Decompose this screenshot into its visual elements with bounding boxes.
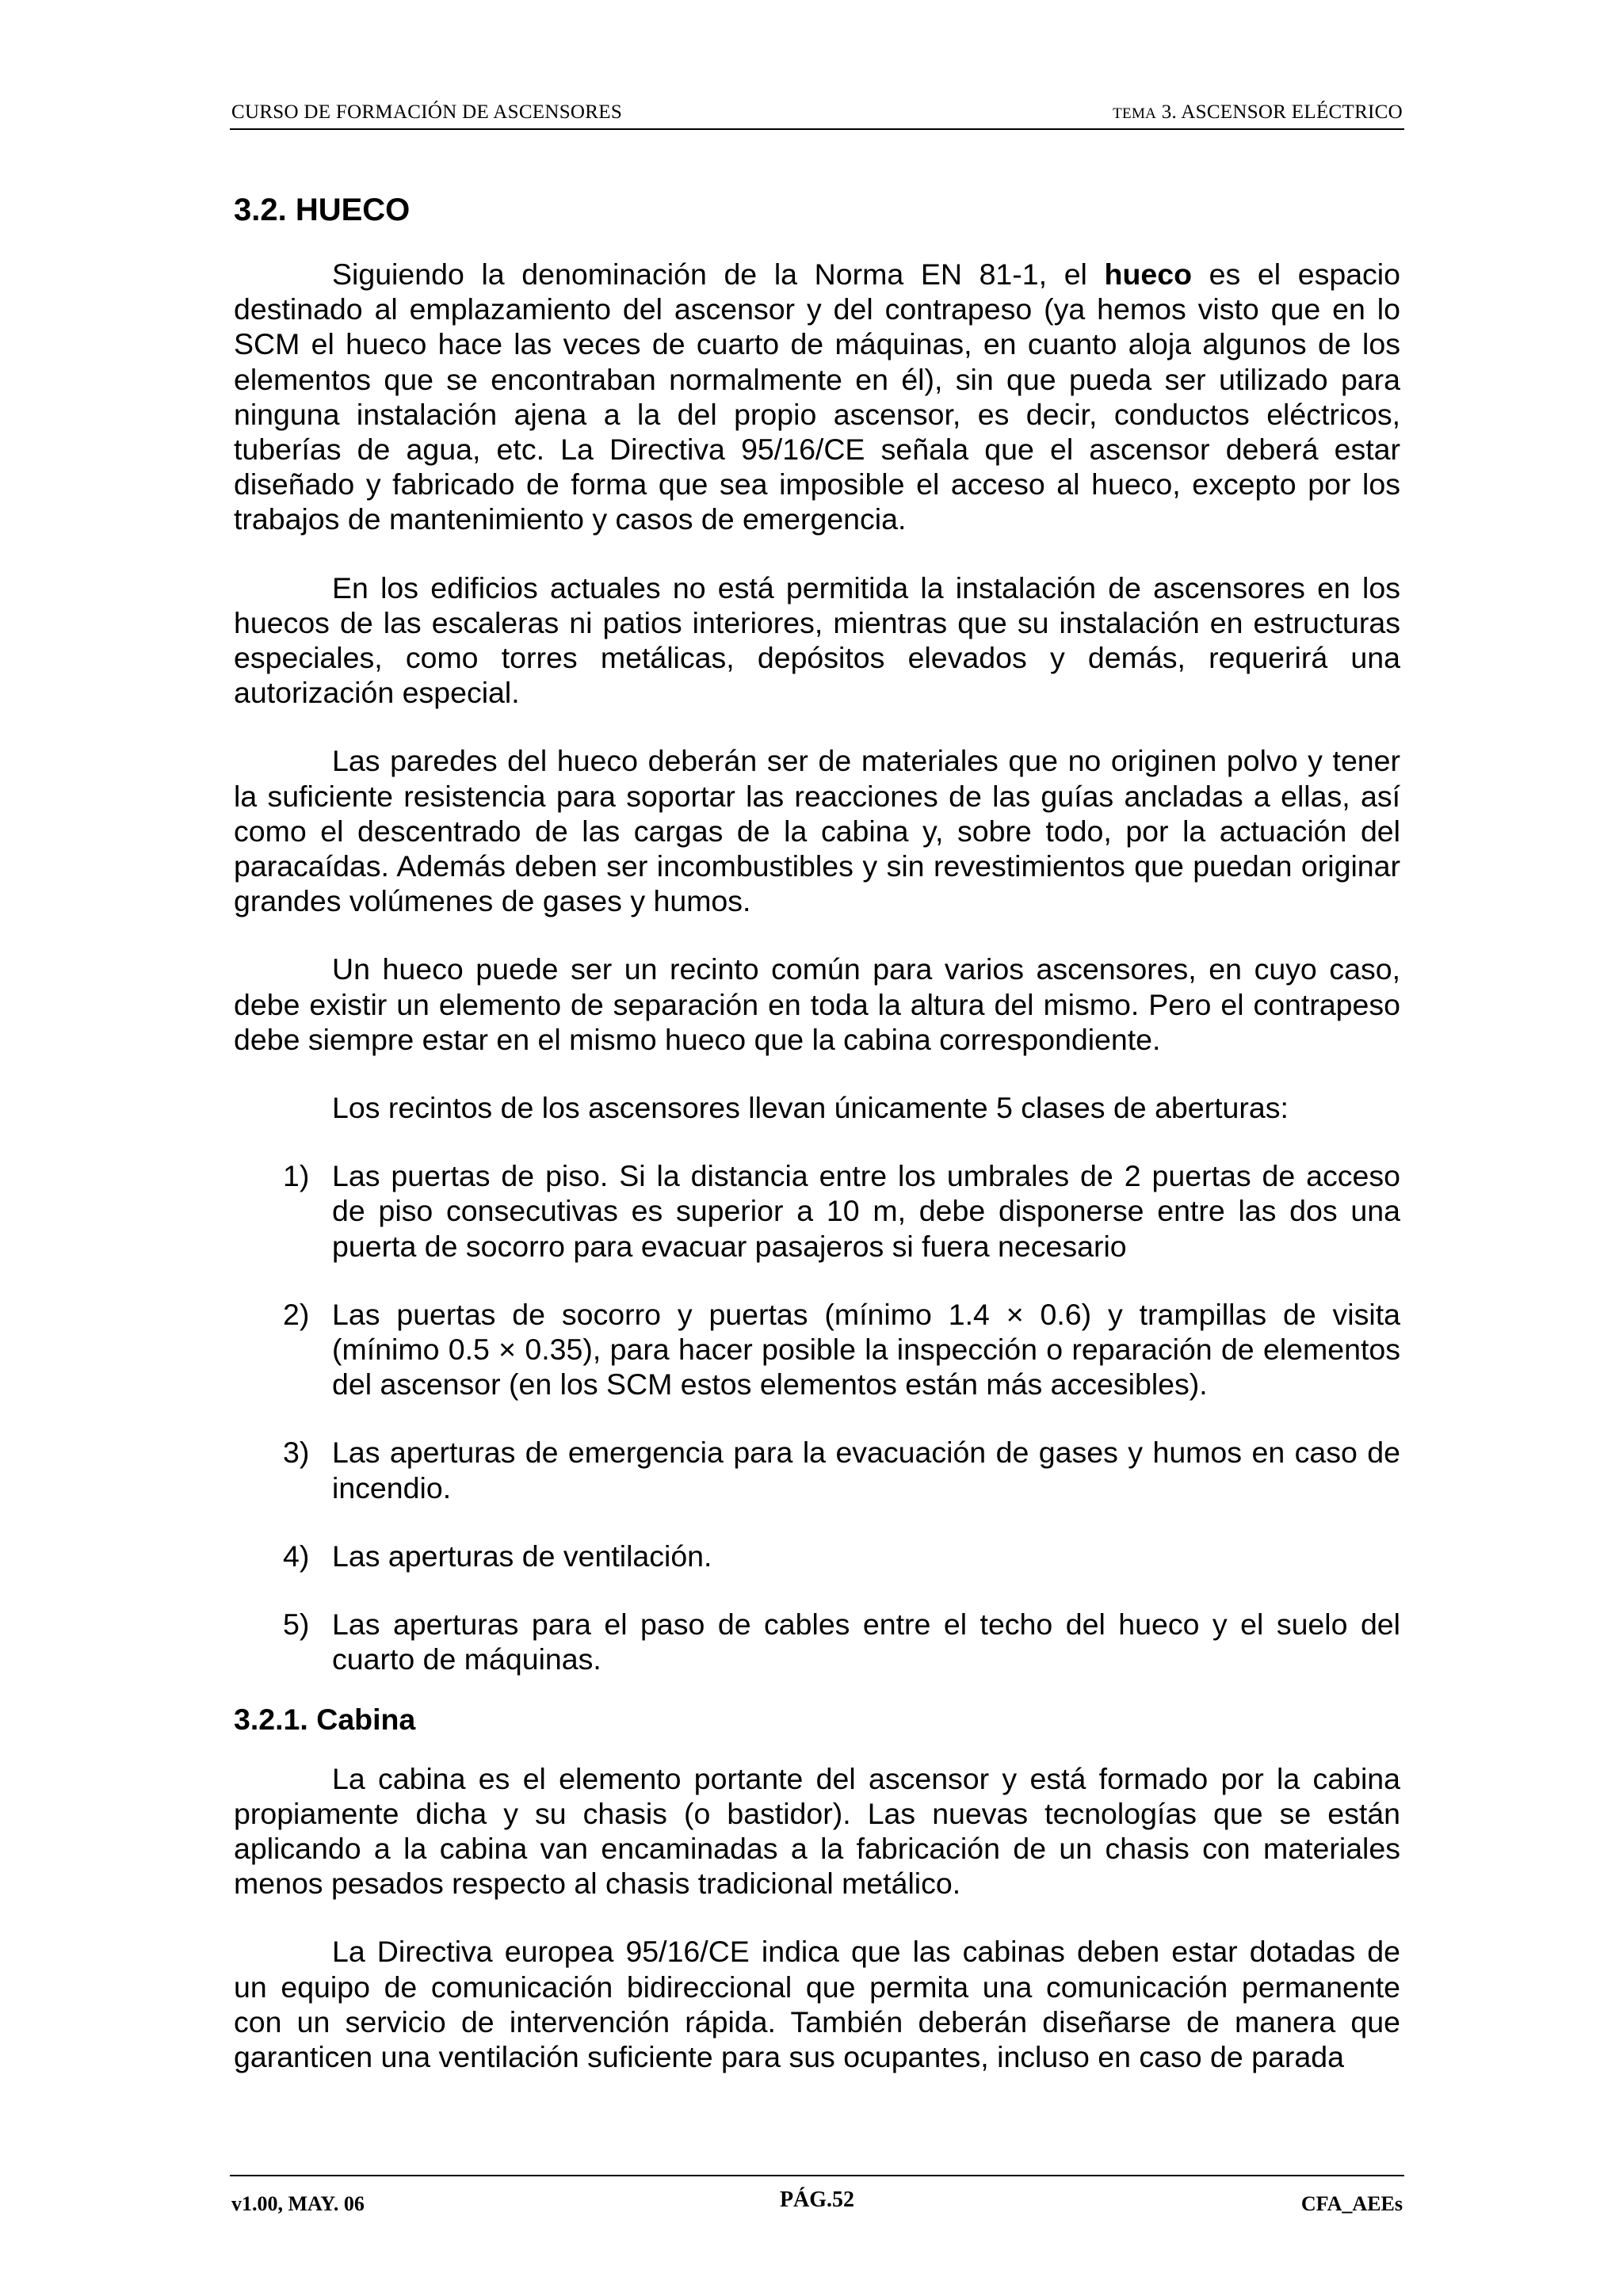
- list-text: Las aperturas para el paso de cables entre el techo del hueco y el suelo del cuarto de máquinas.: [332, 1608, 1400, 1676]
- list-item: [234, 1539, 1400, 1573]
- paragraph-common-enclosure: Un hueco puede ser un recinto común para varios ascensores, en cuyo caso, debe existir un elemento de separación en toda la altura del mismo. Pero el contrapeso debe siempre estar en el mismo hueco que la cabina correspondiente.: [234, 952, 1400, 1056]
- footer-document-code: CFA_AEEs: [1300, 2192, 1403, 2215]
- header-chapter-title: 3. ASCENSOR ELÉCTRICO: [1161, 101, 1403, 123]
- section-title: 3.2. HUECO: [234, 193, 411, 227]
- openings-list: [234, 1158, 1400, 1676]
- list-number: 5): [283, 1608, 310, 1642]
- running-header: [230, 93, 1404, 130]
- list-number: 1): [283, 1159, 310, 1193]
- list-number: 3): [283, 1436, 310, 1470]
- list-number: 4): [283, 1539, 310, 1573]
- footer-page-number: PÁG.52: [779, 2187, 855, 2212]
- body-text: [234, 190, 1400, 2074]
- list-text: Las aperturas de emergencia para la evacuación de gases y humos en caso de incendio.: [332, 1436, 1400, 1505]
- paragraph-buildings: En los edificios actuales no está permitida la instalación de ascensores en los huecos de las escaleras ni patios interiores, mientras que su instalación en estructuras especiales, como torres metálicas, depósitos elevados y demás, requerirá una autorización especial.: [234, 570, 1400, 710]
- bold-term: hueco: [1104, 257, 1192, 291]
- list-text: Las puertas de socorro y puertas (mínimo 1.4 × 0.6) y trampillas de visita (mínimo 0.5 × 0.35), para hacer posible la inspección o reparación de elementos del ascensor (en los SCM estos elementos están más accesibles).: [332, 1297, 1400, 1402]
- running-footer: [230, 2175, 1404, 2216]
- footer-version: v1.00, MAY. 06: [231, 2192, 365, 2215]
- subsection-title: 3.2.1. Cabina: [234, 1702, 416, 1736]
- header-course-title: CURSO DE FORMACIÓN DE ASCENSORES: [231, 101, 623, 123]
- list-item: [234, 1607, 1400, 1676]
- list-item: [234, 1297, 1400, 1402]
- paragraph-text: Siguiendo la denominación de la Norma EN 81-1, el: [332, 257, 1105, 291]
- list-item: [234, 1435, 1400, 1505]
- list-text: Las aperturas de ventilación.: [332, 1539, 712, 1573]
- list-text: Las puertas de piso. Si la distancia entre los umbrales de 2 puertas de acceso de piso consecutivas es superior a 10 m, debe disponerse entre las dos una puerta de socorro para evacuar pasajeros si fuera necesario: [332, 1159, 1400, 1263]
- paragraph-hueco-definition: [234, 257, 1400, 537]
- header-tema-label: TEMA: [1113, 105, 1157, 122]
- paragraph-directive: La Directiva europea 95/16/CE indica que las cabinas deben estar dotadas de un equipo de comunicación bidireccional que permita una comunicación permanente con un servicio de intervención rápida. También deberán diseñarse de manera que garanticen una ventilación suficiente para sus ocupantes, incluso en caso de parada: [234, 1935, 1400, 2073]
- list-number: 2): [283, 1297, 310, 1331]
- paragraph-openings-intro: Los recintos de los ascensores llevan únicamente 5 clases de aberturas:: [332, 1091, 1289, 1125]
- header-chapter: [1113, 101, 1403, 124]
- paragraph-text: es el espacio destinado al emplazamiento del ascensor y del contrapeso (ya hemos visto que en lo SCM el hueco hace las veces de cuarto de máquinas, en cuanto aloja algunos de los elementos que se encontraban normalmente en él), sin que pueda ser utilizado para ninguna instalación ajena a la del propio ascensor, es decir, conductos eléctricos, tuberías de agua, etc. La Directiva 95/16/CE señala que el ascensor deberá estar diseñado y fabricado de forma que sea imposible el acceso al hueco, excepto por los trabajos de mantenimiento y casos de emergencia.: [234, 257, 1400, 536]
- paragraph-cabina-definition: La cabina es el elemento portante del ascensor y está formado por la cabina propiamente dicha y su chasis (o bastidor). Las nuevas tecnologías que se están aplicando a la cabina van encaminadas a la fabricación de un chasis con materiales menos pesados respecto al chasis tradicional metálico.: [234, 1761, 1400, 1901]
- list-item: [234, 1158, 1400, 1264]
- paragraph-walls: Las paredes del hueco deberán ser de materiales que no originen polvo y tener la suficiente resistencia para soportar las reacciones de las guías ancladas a ellas, así como el descentrado de las cargas de la cabina y, sobre todo, por la actuación del paracaídas. Además deben ser incombustibles y sin revestimientos que puedan originar grandes volúmenes de gases y humos.: [234, 744, 1400, 918]
